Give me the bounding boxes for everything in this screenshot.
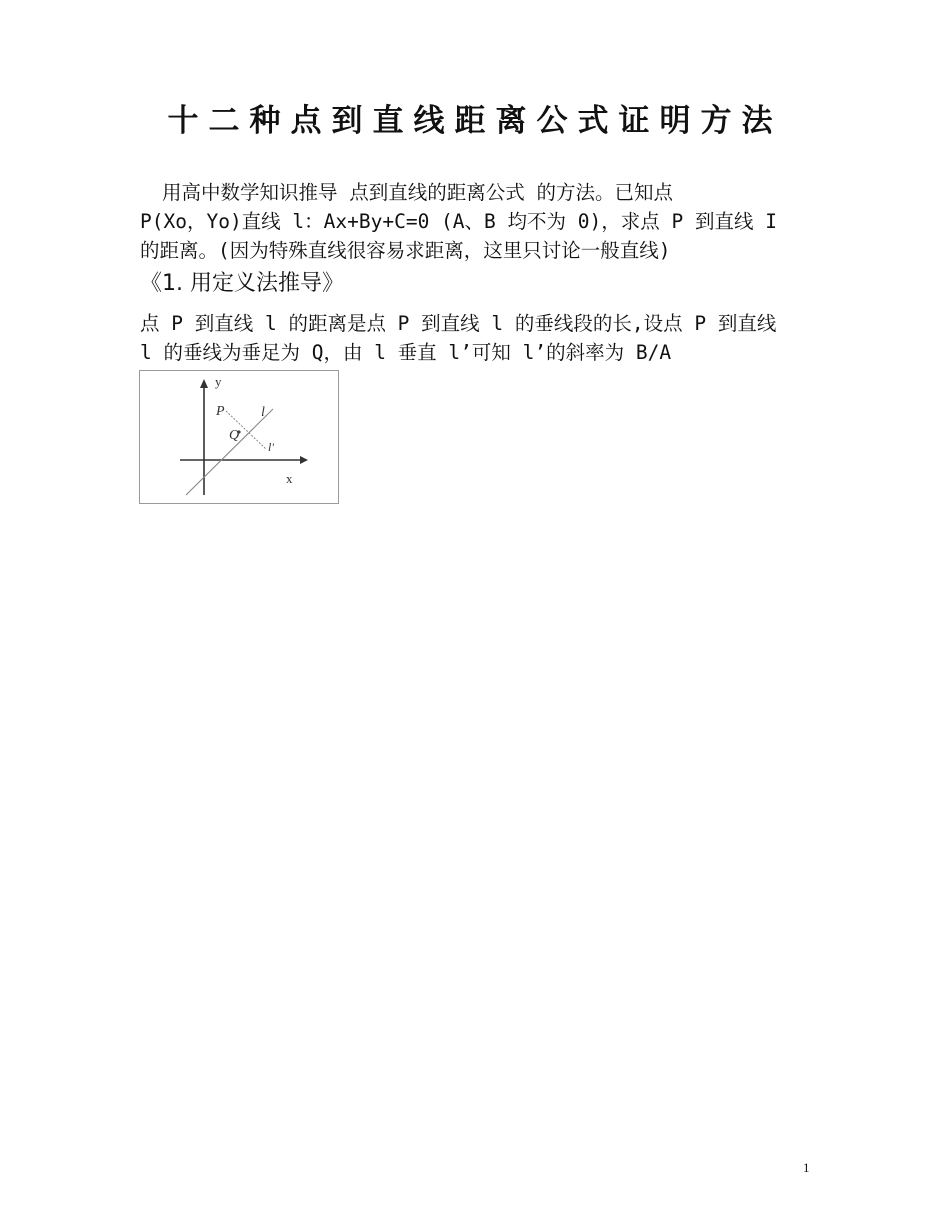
intro-line-2: P(Xo，Yo)直线 l：Ax+By+C=0 (A、B 均不为 0)，求点 P 到直线 I	[140, 210, 777, 233]
label-l: l	[261, 405, 265, 420]
intro-paragraph	[140, 178, 815, 265]
label-p: P	[216, 404, 225, 419]
intro-line-1: 用高中数学知识推导 点到直线的距离公式 的方法。已知点	[162, 181, 673, 204]
label-y: y	[215, 374, 222, 389]
y-axis-arrow	[200, 379, 208, 388]
line-l	[186, 409, 273, 495]
figure-graphic	[140, 371, 338, 503]
intro-line-3: 的距离。(因为特殊直线很容易求距离，这里只讨论一般直线)	[140, 239, 671, 262]
section-line-2: l 的垂线为垂足为 Q，由 l 垂直 l’可知 l’的斜率为 B/A	[140, 341, 672, 364]
section-heading: 《1. 用定义法推导》	[140, 271, 344, 296]
page-number: 1	[803, 1160, 810, 1175]
label-l-prime: l'	[268, 440, 274, 454]
perpendicular-figure	[139, 370, 339, 504]
label-q: Q	[229, 428, 240, 443]
page-title: 十二种点到直线距离公式证明方法	[167, 103, 783, 139]
section-paragraph	[140, 309, 815, 367]
label-x: x	[286, 471, 293, 486]
section-line-1: 点 P 到直线 l 的距离是点 P 到直线 l 的垂线段的长,设点 P 到直线	[140, 312, 777, 335]
x-axis-arrow	[300, 456, 308, 464]
